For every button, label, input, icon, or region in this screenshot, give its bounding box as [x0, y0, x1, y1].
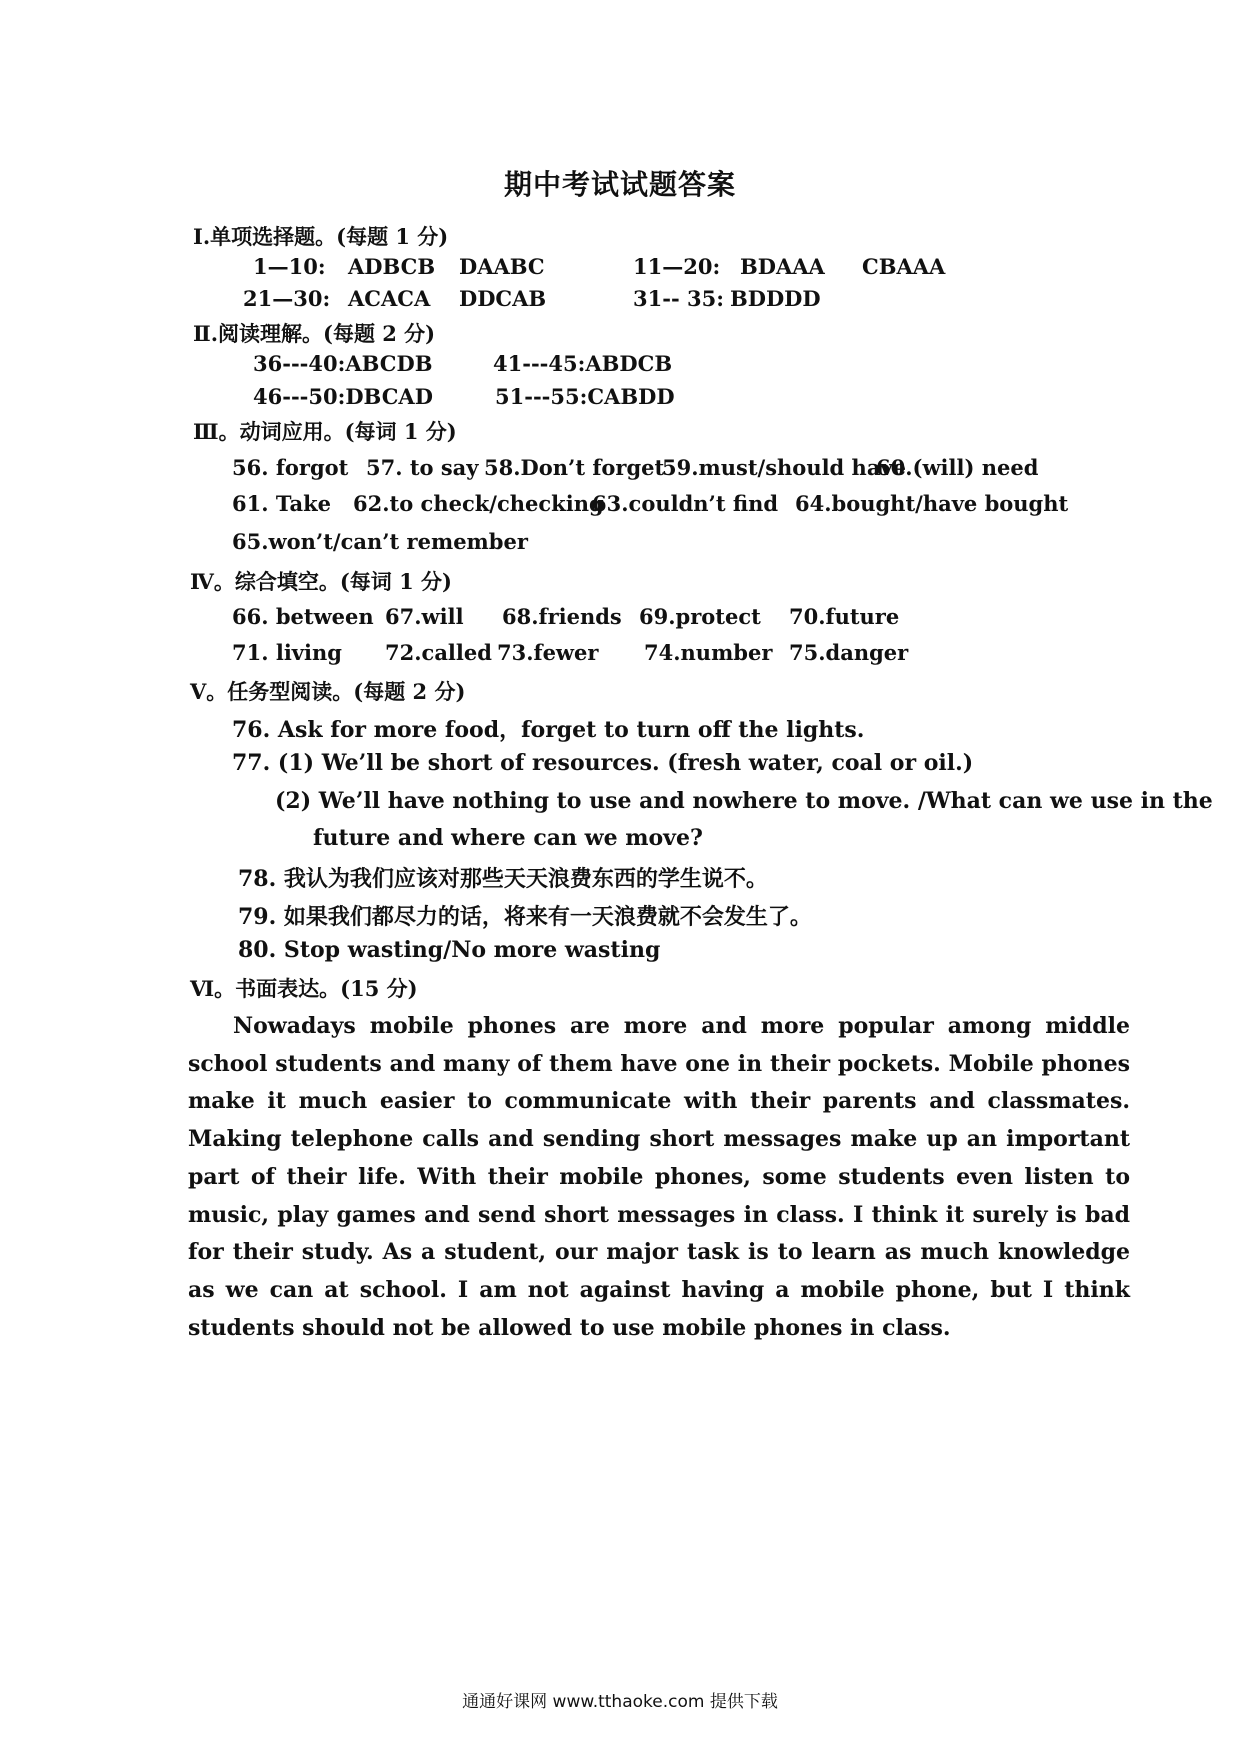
verb-answer: 61. Take	[232, 491, 331, 516]
answer-group: 46---50:DBCAD	[253, 384, 433, 409]
verb-answer: 57. to say	[366, 455, 479, 480]
answer-group: BDAAA	[740, 254, 825, 279]
answer-range: 11—20:	[633, 254, 721, 279]
verb-answer: 64.bought/have bought	[795, 491, 1069, 516]
verb-answer: 65.won’t/can’t remember	[232, 529, 528, 554]
answer-group: 51---55:CABDD	[495, 384, 675, 409]
cloze-answer: 68.friends	[502, 604, 622, 629]
answer-group: 41---45:ABDCB	[493, 351, 673, 376]
answer-range: 31-- 35:	[633, 286, 724, 311]
section-4-heading: Ⅳ。综合填空。(每词 1 分)	[190, 569, 452, 594]
cloze-answer: 73.fewer	[497, 640, 599, 665]
answer-group: DAABC	[459, 254, 545, 279]
cloze-answer: 66. between	[232, 604, 374, 629]
verb-answer: 58.Don’t forget	[484, 455, 665, 480]
task-answer-77-2-cont: future and where can we move?	[313, 825, 703, 851]
task-answer-77-1: 77. (1) We’ll be short of resources. (fresh water, coal or oil.)	[232, 750, 974, 776]
cloze-answer: 71. living	[232, 640, 342, 665]
section-5-heading: Ⅴ。任务型阅读。(每题 2 分)	[190, 679, 466, 704]
essay-paragraph: Nowadays mobile phones are more and more popular among middle school students and many of them have one in their pockets. Mobile phones make it much easier to communicate with their parents and classmates. Making telephone calls and sending short messages make up an important part of their life. With their mobile phones, some students even listen to music, play games and send short messages in class. I think it surely is bad for their study. As a student, our major task is to learn as much knowledge as we can at school. I am not against having a mobile phone, but I think students should not be allowed to use mobile phones in class.	[188, 1013, 1130, 1341]
task-answer-79: 79. 如果我们都尽力的话，将来有一天浪费就不会发生了。	[238, 904, 812, 930]
answer-group: BDDDD	[730, 286, 821, 311]
verb-answer: 62.to check/checking	[353, 491, 604, 516]
cloze-answer: 74.number	[644, 640, 773, 665]
answer-group: ADBCB	[348, 254, 436, 279]
verb-answer: 56. forgot	[232, 455, 349, 480]
task-answer-77-2: (2) We’ll have nothing to use and nowhere to move. /What can we use in the	[275, 788, 1213, 814]
page-title: 期中考试试题答案	[503, 168, 736, 201]
answer-group: CBAAA	[862, 254, 946, 279]
answer-group: 36---40:ABCDB	[253, 351, 433, 376]
cloze-answer: 72.called	[385, 640, 492, 665]
section-1-heading: Ⅰ.单项选择题。(每题 1 分)	[193, 224, 449, 249]
section-6-heading: Ⅵ。书面表达。(15 分)	[190, 976, 418, 1001]
cloze-answer: 69.protect	[639, 604, 761, 629]
cloze-answer: 70.future	[789, 604, 900, 629]
verb-answer: 59.must/should have	[662, 455, 906, 480]
cloze-answer: 67.will	[385, 604, 464, 629]
task-answer-76: 76. Ask for more food，forget to turn off the lights.	[232, 717, 865, 743]
answer-group: DDCAB	[459, 286, 547, 311]
verb-answer: 63.couldn’t find	[592, 491, 779, 516]
task-answer-80: 80. Stop wasting/No more wasting	[238, 937, 661, 963]
answer-range: 21—30:	[243, 286, 331, 311]
footer-source: 通通好课网 www.tthaoke.com 提供下载	[462, 1692, 778, 1712]
cloze-answer: 75.danger	[789, 640, 909, 665]
answer-range: 1—10:	[253, 254, 326, 279]
task-answer-78: 78. 我认为我们应该对那些天天浪费东西的学生说不。	[238, 866, 768, 892]
verb-answer: 60.(will) need	[876, 455, 1039, 480]
section-3-heading: Ⅲ。动词应用。(每词 1 分)	[193, 419, 457, 444]
section-2-heading: Ⅱ.阅读理解。(每题 2 分)	[193, 321, 436, 346]
answer-group: ACACA	[348, 286, 431, 311]
